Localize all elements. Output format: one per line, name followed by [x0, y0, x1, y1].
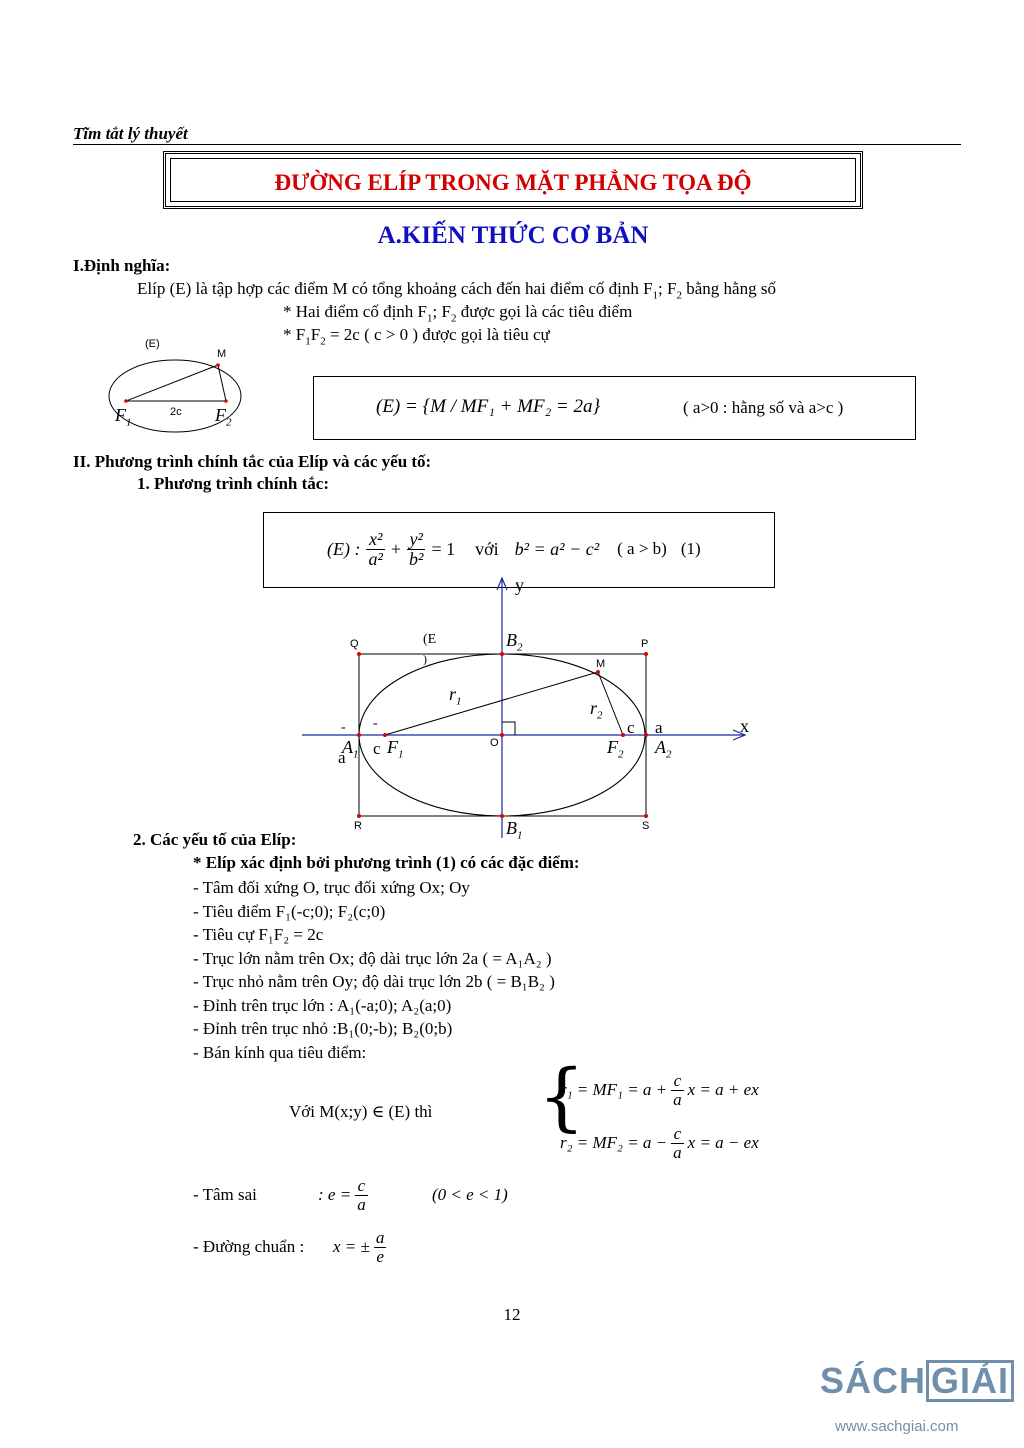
small-fig-f2-label: $F_2$: [215, 405, 232, 429]
with-m-text: Với M(x;y) ∈ (E) thì: [289, 1102, 433, 1121]
vertex-b1-label: $B_1$: [506, 818, 523, 842]
point-m-label: M: [596, 658, 606, 670]
eccentricity-condition: (0 < e < 1): [432, 1185, 508, 1204]
canonical-equation: (E) : $\frac{\text{x²}}{\text{a²}}$ + $\frac{\text{y²}}{\text{b²}}$ = 1 với b² = a² − c² ( a > b) (1): [327, 528, 701, 569]
corner-q-label: Q: [350, 638, 359, 650]
axis-x-label: x: [740, 716, 749, 736]
page-number: 12: [503, 1305, 521, 1324]
canonical-subheading: 1. Phương trình chính tắc:: [137, 474, 329, 493]
header-label: Tĩm tắt lý thuyết: [73, 124, 188, 143]
corner-r-label: R: [354, 820, 362, 832]
diagram-e-label: (E: [423, 632, 437, 647]
directrix-equation: x = ± $\frac{a}{e}$: [333, 1227, 385, 1266]
label-c-left: c: [373, 739, 381, 758]
elements-subheading: * Elíp xác định bởi phương trình (1) có các đặc điểm:: [193, 853, 580, 872]
diagram-e-paren: ): [423, 652, 427, 666]
elements-item: - Tiêu cự F₁F₂ = 2c: [193, 925, 324, 944]
r2-equation: r₂ = MF₂ = a − $\frac{c}{a}$ x = a − ex: [560, 1123, 759, 1162]
small-fig-f1-label: $F_1$: [115, 405, 132, 429]
definition-line-1: Elíp (E) là tập hợp các điểm M có tổng khoảng cách đến hai điểm cố định $F_1$; $F_2$ bằng hằng số: [137, 279, 776, 302]
vertex-a2-label: $A_2$: [655, 737, 672, 761]
label-minus-inner: -: [373, 716, 378, 731]
eccentricity-label: - Tâm sai: [193, 1185, 257, 1204]
r1-equation: r₁ = MF₁ = a + $\frac{c}{a}$ x = a + ex: [560, 1070, 759, 1109]
definition-heading: I.Định nghĩa:: [73, 256, 171, 275]
small-fig-m-label: M: [217, 348, 227, 360]
eccentricity-equation: : e = $\frac{c}{a}$: [318, 1175, 366, 1214]
definition-condition: ( a>0 : hằng số và a>c ): [683, 398, 844, 417]
small-fig-e-label: (E): [145, 338, 160, 350]
header-rule: [73, 144, 961, 145]
definition-line-3: * $F_1F_2 = 2c$ ( c > 0 ) được gọi là tiêu cự: [283, 325, 550, 348]
elements-list: [193, 876, 555, 1064]
label-a-right: a: [655, 718, 663, 737]
elements-heading: 2. Các yếu tố của Elíp:: [133, 830, 297, 849]
system-brace: {: [538, 1054, 586, 1140]
radius-r2-label: $r_2$: [590, 698, 603, 722]
canonical-heading: II. Phương trình chính tắc của Elíp và các yếu tố:: [73, 452, 432, 471]
directrix-label: - Đường chuẩn :: [193, 1237, 305, 1256]
origin-o-label: O: [490, 737, 499, 749]
focus-f2-label: $F_2$: [607, 737, 624, 761]
ellipse-coordinate-diagram: [290, 570, 760, 840]
elements-item: - Tiêu điểm F₁(-c;0); F₂(c;0): [193, 901, 386, 921]
vertex-b2-label: $B_2$: [506, 630, 523, 654]
axis-y-label: y: [515, 575, 524, 595]
label-c-right: c: [627, 718, 635, 737]
corner-s-label: S: [642, 820, 650, 832]
label-a-left: a: [338, 748, 346, 767]
corner-p-label: P: [641, 638, 649, 650]
elements-item: - Đỉnh trên trục lớn : A₁(-a;0); A₂(a;0): [193, 995, 452, 1015]
vertex-a1-label: $A_1$: [342, 737, 359, 761]
section-heading-a: A.KIẾN THỨC CƠ BẢN: [377, 222, 649, 249]
label-minus-left: -: [341, 720, 346, 735]
watermark-logo: SÁCH GIẢI: [820, 1360, 1014, 1402]
definition-formula: (E) = {M / MF₁ + MF₂ = 2a}: [376, 396, 601, 417]
elements-item: - Đỉnh trên trục nhỏ :B₁(0;-b); B₂(0;b): [193, 1019, 453, 1038]
focus-f1-label: $F_1$: [387, 737, 404, 761]
watermark-url: www.sachgiai.com: [835, 1418, 959, 1435]
elements-item: - Tâm đối xứng O, trục đối xứng Ox; Oy: [193, 878, 470, 897]
small-fig-2c-label: 2c: [170, 406, 182, 418]
elements-item: - Trục lớn nằm trên Ox; độ dài trục lớn 2a ( = A₁A₂ ): [193, 948, 552, 968]
main-title: ĐƯỜNG ELÍP TRONG MẶT PHẲNG TỌA ĐỘ: [274, 170, 752, 195]
elements-item: - Trục nhỏ nằm trên Oy; độ dài trục lớn 2b ( = B₁B₂ ): [193, 972, 555, 991]
elements-item: - Bán kính qua tiêu điểm:: [193, 1042, 367, 1062]
definition-line-2: * Hai điểm cố định $F_1$; $F_2$ được gọi là các tiêu điểm: [283, 302, 633, 325]
radius-r1-label: $r_1$: [449, 684, 462, 708]
